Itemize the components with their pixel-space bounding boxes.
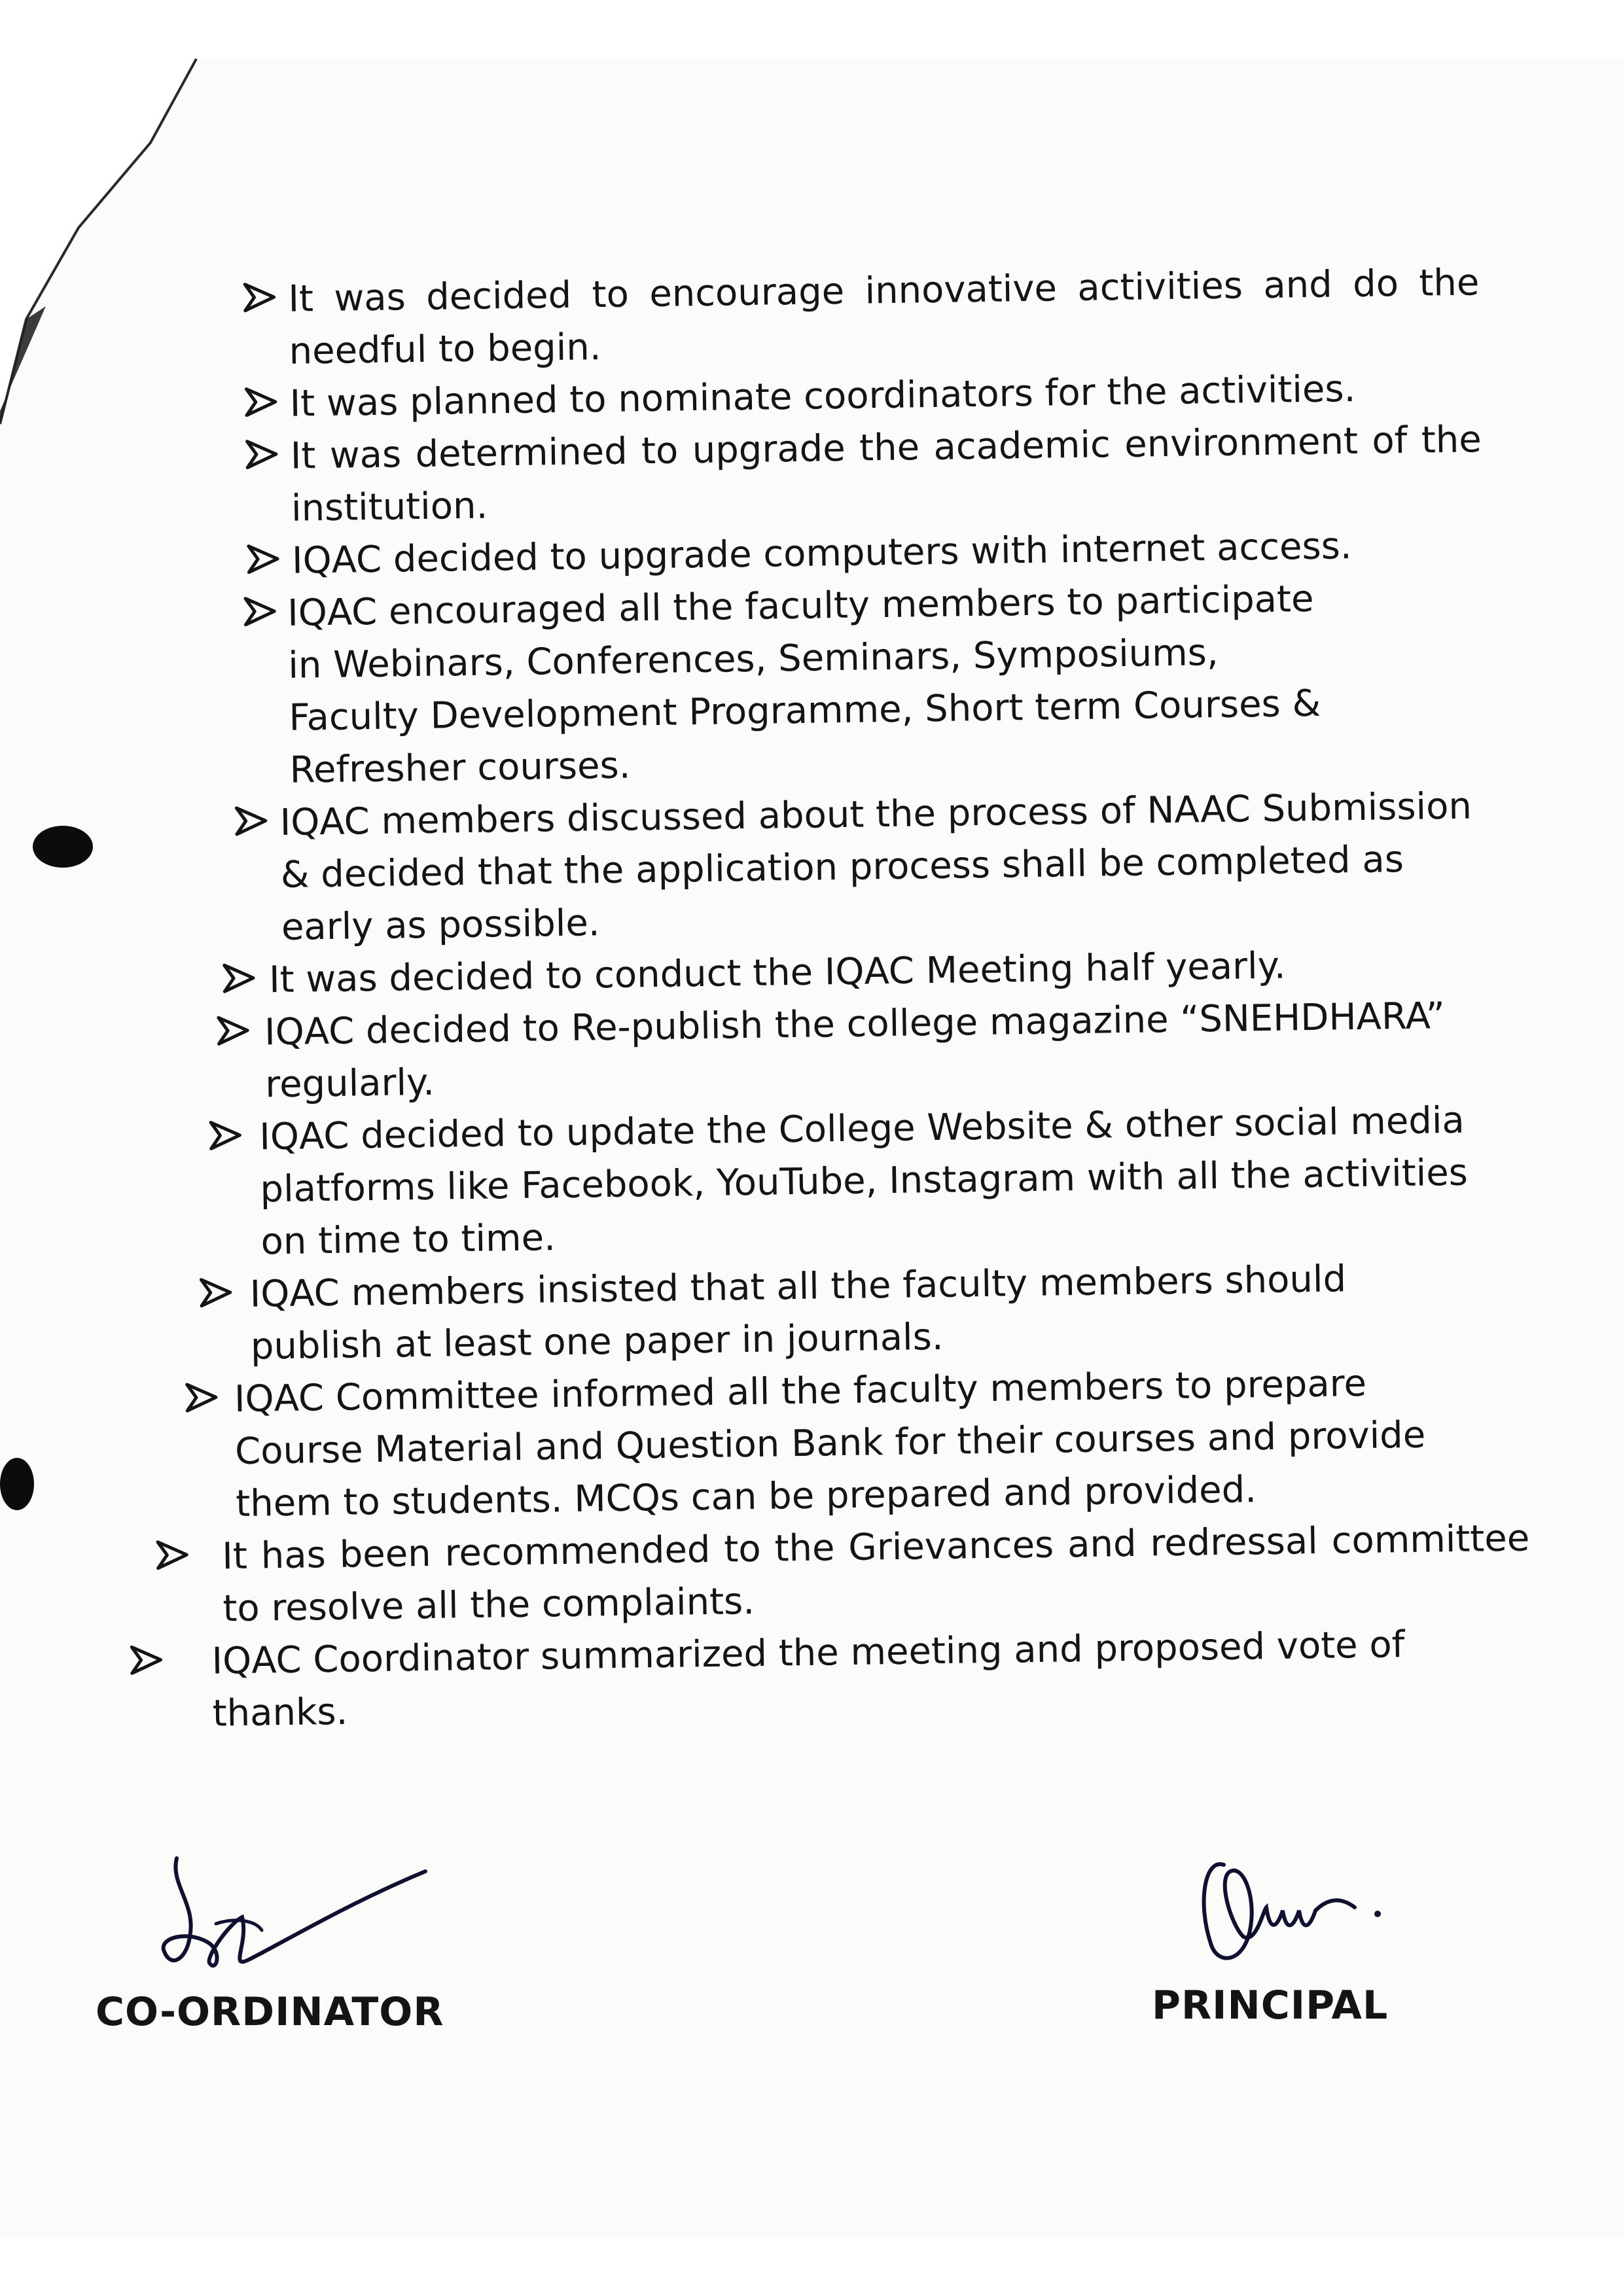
arrow-bullet-icon — [198, 1275, 233, 1310]
list-item — [190, 780, 1501, 955]
list-item — [195, 1094, 1519, 1269]
bullet-text: It has been recommended to the Grievances and redressal committee to resolve all the complaints. — [221, 1517, 1530, 1631]
list-item — [188, 573, 1355, 798]
coordinator-signature-block — [85, 1845, 543, 2041]
bullet-text: IQAC encouraged all the faculty members to participate in Webinars, Conferences, Seminars, Symposiums, Faculty Development Programme, Short term Courses & Refresher courses. — [287, 577, 1321, 792]
bullet-text: IQAC Committee informed all the faculty members to prepare Course Material and Question Bank for their courses and provide them to students. MCQs can be prepared and provided. — [234, 1362, 1426, 1526]
arrow-bullet-icon — [216, 1014, 251, 1048]
list-item — [188, 1356, 1505, 1531]
bullet-text: IQAC members discussed about the process of NAAC Submission & decided that the application process shall be completed as early as possible. — [279, 785, 1472, 949]
list-item — [185, 414, 1482, 537]
arrow-bullet-icon — [208, 1118, 243, 1153]
bullet-text: IQAC Coordinator summarized the meeting and proposed vote of thanks. — [211, 1623, 1405, 1735]
list-item — [175, 1512, 1531, 1636]
bullet-text: It was decided to conduct the IQAC Meeting half yearly. — [268, 944, 1287, 1002]
arrow-bullet-icon — [155, 1538, 190, 1572]
bullet-text: IQAC decided to update the College Website & other social media platforms like Facebook, YouTube, Instagram with all the activities on time to time. — [259, 1099, 1469, 1263]
list-item — [197, 1252, 1396, 1374]
coordinator-title: CO-ORDINATOR — [96, 1989, 444, 2035]
page-fold-shadow — [0, 58, 209, 516]
bullet-text: It was decided to encourage innovative activities and do the needful to begin. — [288, 261, 1480, 373]
arrow-bullet-icon — [222, 961, 257, 996]
coordinator-signature-icon — [151, 1845, 452, 1983]
arrow-bullet-icon — [242, 280, 277, 315]
bullet-text: It was determined to upgrade the academic environment of the institution. — [290, 418, 1482, 530]
arrow-bullet-icon — [129, 1643, 164, 1678]
principal-signature-icon — [1178, 1845, 1400, 1976]
arrow-bullet-icon — [234, 804, 268, 838]
punch-hole-bottom — [0, 1458, 34, 1510]
arrow-bullet-icon — [185, 1380, 219, 1415]
minutes-bullet-list — [183, 256, 1530, 1740]
list-item — [194, 989, 1497, 1112]
bullet-text: IQAC decided to Re-publish the college magazine “SNEHDHARA” regularly. — [264, 995, 1446, 1106]
list-item — [183, 256, 1480, 380]
list-item — [163, 1617, 1532, 1740]
arrow-bullet-icon — [243, 594, 277, 629]
arrow-bullet-icon — [244, 437, 279, 472]
principal-signature-block — [1113, 1845, 1571, 2041]
arrow-bullet-icon — [246, 542, 281, 576]
principal-title: PRINCIPAL — [1152, 1983, 1389, 2028]
arrow-bullet-icon — [243, 385, 278, 419]
punch-hole-top — [33, 826, 93, 868]
bullet-text: IQAC members insisted that all the faculty members should publish at least one paper in journals. — [249, 1258, 1347, 1368]
bullet-text: It was planned to nominate coordinators for the activities. — [289, 368, 1356, 425]
bullet-text: IQAC decided to upgrade computers with internet access. — [291, 525, 1353, 582]
